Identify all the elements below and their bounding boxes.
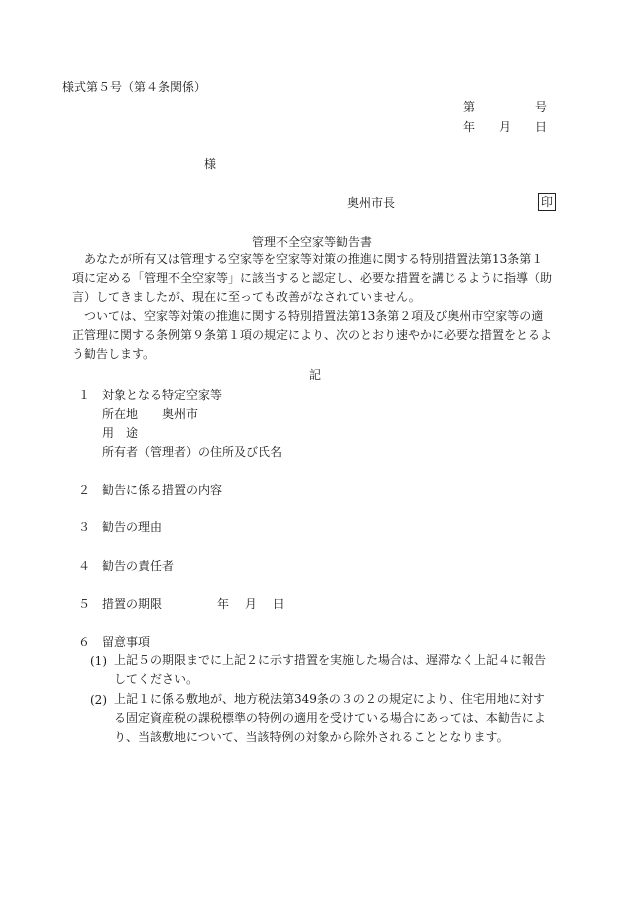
item5-label: 措置の期限 <box>102 597 163 611</box>
location-label: 所在地 <box>102 407 139 421</box>
item2-number: ２ <box>78 483 91 497</box>
item1-number: １ <box>78 388 91 402</box>
seal-mark: 印 <box>538 193 556 211</box>
document-title: 管理不全空家等勧告書 <box>252 235 373 249</box>
item2-label: 勧告に係る措置の内容 <box>102 483 223 497</box>
ki-heading: 記 <box>309 368 322 382</box>
item4-number: ４ <box>78 559 91 573</box>
note1-number: (1) <box>90 654 107 668</box>
date-line: 年 月 日 <box>463 120 548 134</box>
sender-title: 奥州市長 <box>347 196 396 210</box>
note2-text: 上記１に係る敷地が、地方税法第349条の３の２の規定により、住宅用地に対する固定資産税の課税標準の特例の適用を受けている場合にあっては、本勧告により、当該敷地について、当該特例の対象から除外されることとなります。 <box>114 692 546 744</box>
item3-number: ３ <box>78 520 91 534</box>
item5-number: ５ <box>78 597 91 611</box>
item6-number: ６ <box>78 635 91 649</box>
note1-text: 上記５の期限までに上記２に示す措置を実施した場合は、遅滞なく上記４に報告してください。 <box>114 653 547 686</box>
item5-date: 年 月 日 <box>217 597 285 611</box>
body-paragraph-2: ついては、空家等対策の推進に関する特別措置法第13条第２項及び奥州市空家等の適正管理に関する条例第９条第１項の規定により、次のとおり速やかに必要な措置をとるよう勧告します。 <box>72 309 553 361</box>
note2-number: (2) <box>90 693 107 707</box>
body-text <box>72 250 552 364</box>
item3-label: 勧告の理由 <box>102 520 163 534</box>
item4-label: 勧告の責任者 <box>102 559 175 573</box>
addressee-honorific: 様 <box>204 157 217 171</box>
form-number: 様式第５号（第４条関係） <box>62 80 207 94</box>
document-number-line: 第 号 <box>463 100 548 114</box>
body-paragraph-1: あなたが所有又は管理する空家等を空家等対策の推進に関する特別措置法第13条第１項に定める「管理不全空家等」に該当すると認定し、必要な措置を講じるように指導（助言）してきましたが、現在に至っても改善がなされていません。 <box>72 252 553 304</box>
use-label: 用 途 <box>102 426 139 440</box>
item1-label: 対象となる特定空家等 <box>102 388 223 402</box>
owner-label: 所有者（管理者）の住所及び氏名 <box>102 445 283 459</box>
item6-label: 留意事項 <box>102 635 151 649</box>
location-value: 奥州市 <box>162 407 199 421</box>
